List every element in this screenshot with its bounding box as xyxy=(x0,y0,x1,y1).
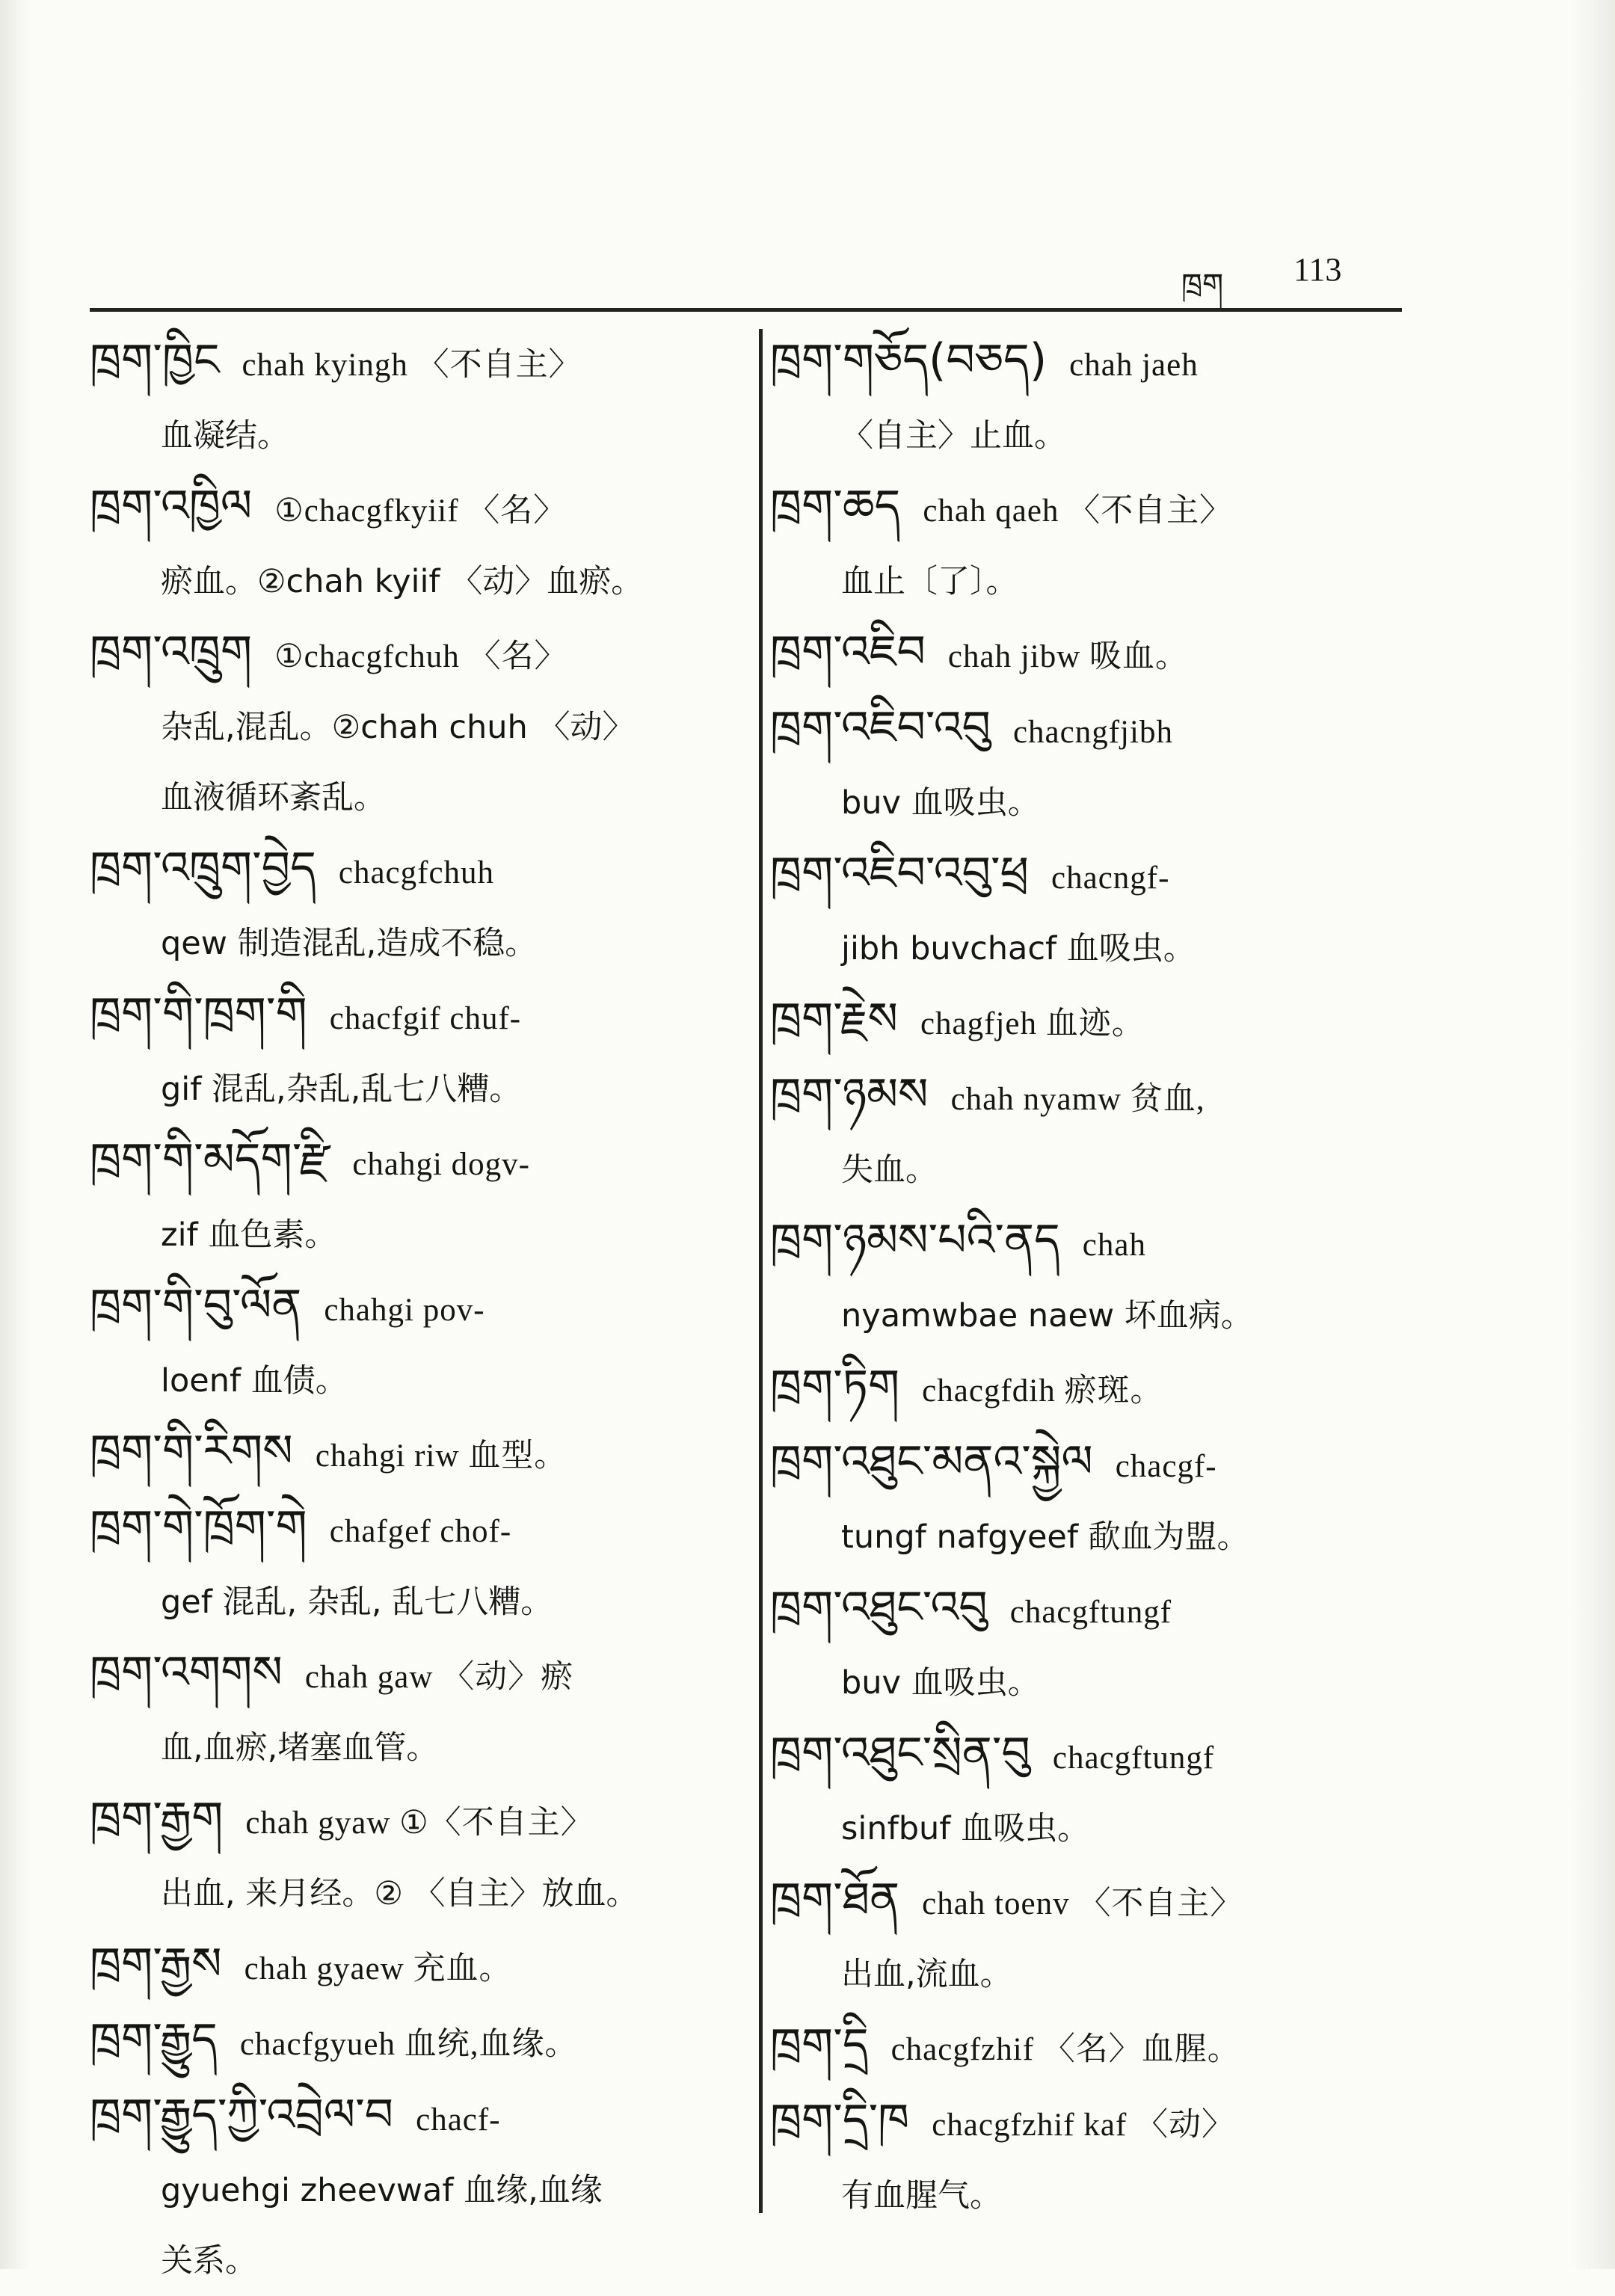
entry-headword: ཁྲག་རྒྱག xyxy=(90,1792,224,1844)
entry-headword: ཁྲག་རྒྱས xyxy=(90,1938,222,1990)
entry-headword: ཁྲག་རྗེས xyxy=(770,993,898,1045)
entry-line-1: chahgi pov- xyxy=(324,1293,485,1328)
entry-line-1: chacgfdih 瘀斑。 xyxy=(922,1373,1163,1409)
entry-continuation-line: loenf 血债。 xyxy=(161,1362,348,1400)
entry-headword: ཁྲག་འཁྱིལ xyxy=(90,480,253,532)
right-column xyxy=(770,325,1413,2231)
dictionary-entry xyxy=(90,1270,733,1416)
entry-line-1: chacgftungf xyxy=(1009,1595,1172,1630)
entry-continuation-line: nyamwbae naew 坏血病。 xyxy=(841,1297,1253,1335)
dictionary-entry xyxy=(90,471,733,617)
dictionary-entry xyxy=(90,1416,733,1492)
entry-continuation-line: 〈自主〉止血。 xyxy=(841,417,1066,455)
entry-line-1: ①chacgfchuh 〈名〉 xyxy=(274,639,567,674)
entry-line-1: ①chacgfkyiif 〈名〉 xyxy=(274,493,567,529)
page-edge-left xyxy=(0,0,30,2269)
entry-line-1: chah gaw 〈动〉瘀 xyxy=(304,1660,574,1695)
entry-line-1: chah jibw 吸血。 xyxy=(947,639,1189,674)
dictionary-entry xyxy=(90,1783,733,1929)
column-divider xyxy=(759,329,763,2213)
entry-continuation-line: 出血, 来月经。② 〈自主〉放血。 xyxy=(161,1875,639,1912)
left-column xyxy=(90,325,733,2296)
entry-headword: ཁྲག་ཐོན xyxy=(770,1873,900,1925)
dictionary-entry xyxy=(770,325,1413,471)
entry-line-1: chacgftungf xyxy=(1052,1741,1215,1776)
dictionary-entry xyxy=(770,984,1413,1059)
entry-continuation-line: qew 制造混乱,造成不稳。 xyxy=(161,925,538,962)
entry-headword: ཁྲག་འཇིབ xyxy=(770,626,926,678)
entry-line-1: chah qaeh 〈不自主〉 xyxy=(923,493,1233,529)
entry-headword: ཁྲག་འཇིབ་འབུ་ཕྲ xyxy=(770,847,1030,899)
dictionary-entry xyxy=(770,1059,1413,1205)
entry-headword: ཁྲག་འཇིབ་འབུ xyxy=(770,701,991,754)
entry-headword: ཁྲག་གཅོད(བཅད) xyxy=(770,334,1048,387)
entry-line-1: chahgi riw 血型。 xyxy=(315,1438,567,1474)
dictionary-entry xyxy=(770,617,1413,692)
dictionary-entry xyxy=(770,2085,1413,2231)
dictionary-entry xyxy=(90,1124,733,1270)
entry-line-1: chacgf- xyxy=(1115,1449,1217,1484)
entry-line-1: chacgfchuh xyxy=(338,855,495,890)
entry-headword: ཁྲག་འཐུང་སྲིན་བུ xyxy=(770,1727,1030,1779)
entry-continuation-line: 血止〔了〕。 xyxy=(841,563,1018,600)
entry-line-1: chah xyxy=(1082,1228,1146,1263)
entry-line-1: chacgfzhif 〈名〉血腥。 xyxy=(890,2032,1240,2067)
entry-headword: ཁྲག་ཉམས་པའི་ནད xyxy=(770,1214,1060,1267)
entry-line-1: chah jaeh xyxy=(1069,348,1199,383)
dictionary-entry xyxy=(770,1864,1413,2010)
header-rule xyxy=(90,308,1402,312)
entry-headword: ཁྲག་ཉམས xyxy=(770,1068,929,1121)
entry-continuation-line: buv 血吸虫。 xyxy=(841,784,1040,822)
dictionary-entry xyxy=(770,1426,1413,1572)
entry-headword: ཁྲག་འཁྲུག xyxy=(90,626,253,678)
entry-continuation-line: 出血,流血。 xyxy=(841,1956,1012,1993)
entry-continuation-line: 瘀血。②chah kyiif 〈动〉血瘀。 xyxy=(161,563,644,600)
entry-headword: ཁྲག་གི་བུ་ལོན xyxy=(90,1279,302,1332)
entry-line-1: chacgfzhif kaf 〈动〉 xyxy=(932,2108,1235,2143)
entry-line-1: chacfgif chuf- xyxy=(329,1001,522,1036)
entry-headword: ཁྲག་འཐུང་འབུ xyxy=(770,1581,988,1634)
dictionary-entry xyxy=(90,2080,733,2296)
entry-continuation-line: 有血腥气。 xyxy=(841,2177,1002,2215)
dictionary-entry xyxy=(90,325,733,471)
dictionary-entry xyxy=(90,979,733,1124)
entry-headword: ཁྲག་རྒྱུད xyxy=(90,2013,218,2066)
entry-line-1: chacfgyueh 血统,血缘。 xyxy=(239,2027,578,2062)
entry-line-1: chah gyaew 充血。 xyxy=(244,1951,512,1986)
entry-headword: ཁྲག་ཁྱིང xyxy=(90,334,220,387)
entry-line-1: chacf- xyxy=(416,2102,501,2138)
dictionary-entry xyxy=(770,1572,1413,1718)
dictionary-entry xyxy=(770,471,1413,617)
entry-continuation-line: gyuehgi zheevwaf 血缘,血缘 xyxy=(161,2172,603,2209)
entry-continuation-line: 血液循环紊乱。 xyxy=(161,779,386,816)
page-edge-right xyxy=(1570,0,1615,2269)
dictionary-entry xyxy=(770,1718,1413,1864)
entry-line-1: chagfjeh 血迹。 xyxy=(920,1006,1145,1041)
entry-headword: ཁྲག་གི་ཁྲག་གི xyxy=(90,988,307,1040)
entry-headword: ཁྲག་ཆད xyxy=(770,480,901,532)
dictionary-entry xyxy=(770,838,1413,984)
page-number: 113 xyxy=(1293,251,1342,288)
entry-continuation-line: gif 混乱,杂乱,乱七八糟。 xyxy=(161,1071,522,1108)
entry-headword: ཁྲག་དྲི xyxy=(770,2019,869,2071)
entry-headword: ཁྲག་ཏིག xyxy=(770,1360,900,1412)
dictionary-entry xyxy=(90,1637,733,1783)
entry-line-1: chah nyamw 贫血, xyxy=(950,1082,1205,1117)
entry-continuation-line: 关系。 xyxy=(161,2242,257,2280)
dictionary-entry xyxy=(770,1205,1413,1351)
entry-continuation-line: 失血。 xyxy=(841,1151,938,1189)
entry-line-1: chacngfjibh xyxy=(1012,715,1173,750)
entry-line-1: chacngf- xyxy=(1051,861,1170,896)
entry-line-1: chafgef chof- xyxy=(329,1514,512,1549)
dictionary-entry xyxy=(770,692,1413,838)
page-header xyxy=(90,243,1391,303)
entry-headword: ཁྲག་གི་རིགས xyxy=(90,1425,293,1477)
dictionary-entry xyxy=(90,617,733,833)
entry-line-1: chahgi dogv- xyxy=(352,1147,530,1182)
header-running-word: ཁྲག xyxy=(1181,268,1224,302)
entry-continuation-line: buv 血吸虫。 xyxy=(841,1664,1040,1702)
dictionary-entry xyxy=(770,1351,1413,1426)
entry-continuation-line: 血,血瘀,堵塞血管。 xyxy=(161,1729,439,1767)
entry-headword: ཁྲག་འཐུང་མནའ་སྐྱེལ xyxy=(770,1435,1093,1488)
entry-headword: ཁྲག་འཁྲུག་བྱེད xyxy=(90,842,316,894)
dictionary-entry xyxy=(90,833,733,979)
entry-continuation-line: 杂乱,混乱。②chah chuh 〈动〉 xyxy=(161,709,635,746)
entry-headword: ཁྲག་གི་མདོག་རྫི xyxy=(90,1133,330,1186)
entry-line-1: chah kyingh 〈不自主〉 xyxy=(242,348,582,383)
dictionary-entry xyxy=(90,2004,733,2080)
entry-line-1: chah toenv 〈不自主〉 xyxy=(922,1886,1243,1921)
dictionary-entry xyxy=(90,1492,733,1637)
entry-headword: ཁྲག་གེ་ཁྲོག་གེ xyxy=(90,1501,307,1553)
dictionary-entry xyxy=(90,1929,733,2004)
entry-headword: ཁྲག་རྒྱུད་ཀྱི་འབྲེལ་བ xyxy=(90,2089,394,2141)
entry-headword: ཁྲག་དྲི་ཁ xyxy=(770,2094,910,2146)
entry-continuation-line: zif 血色素。 xyxy=(161,1216,337,1254)
entry-headword: ཁྲག་འགགས xyxy=(90,1646,283,1699)
entry-line-1: chah gyaw ①〈不自主〉 xyxy=(245,1806,594,1841)
entry-continuation-line: tungf nafgyeef 歃血为盟。 xyxy=(841,1518,1249,1556)
entry-continuation-line: sinfbuf 血吸虫。 xyxy=(841,1810,1090,1847)
entry-continuation-line: 血凝结。 xyxy=(161,417,289,455)
dictionary-entry xyxy=(770,2010,1413,2085)
entry-continuation-line: gef 混乱, 杂乱, 乱七八糟。 xyxy=(161,1583,553,1621)
entry-continuation-line: jibh buvchacf 血吸虫。 xyxy=(841,930,1196,967)
